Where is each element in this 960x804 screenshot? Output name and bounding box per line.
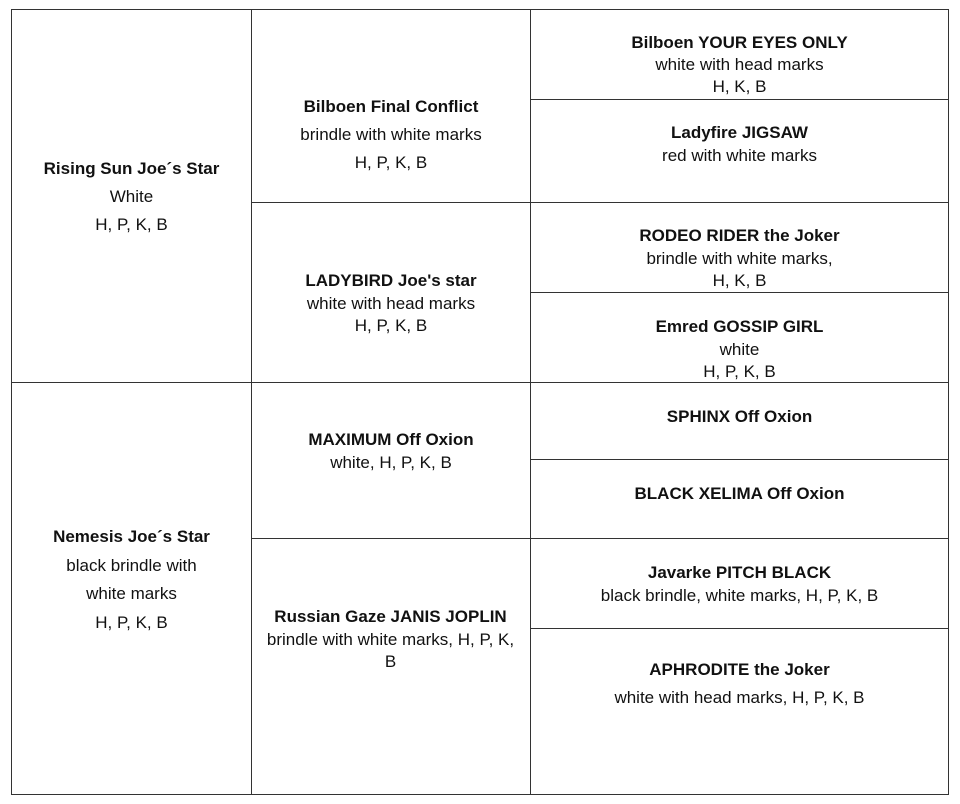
- parent-detail: White: [109, 187, 154, 206]
- grandparent-detail: H, P, K, B: [354, 316, 428, 335]
- grandparent-name: Russian Gaze JANIS JOPLIN: [274, 607, 507, 626]
- great-grandparent-detail: white: [719, 339, 760, 359]
- great-grandparent-detail: white with head marks, H, P, K, B: [614, 688, 865, 707]
- parent-name: Rising Sun Joe´s Star: [43, 159, 220, 178]
- grandparent-detail: H, P, K, B: [354, 153, 428, 172]
- great-grandparent-name: SPHINX Off Oxion: [666, 407, 813, 426]
- table-border-right: [948, 9, 949, 795]
- great-grandparent-detail: red with white marks: [662, 146, 817, 165]
- grandparent-cell: [252, 270, 530, 338]
- parent-detail: H, P, K, B: [95, 612, 168, 632]
- parent-detail: white marks: [86, 584, 177, 603]
- table-border-bottom: [11, 794, 949, 795]
- great-grandparent-cell: [531, 225, 948, 293]
- great-grandparent-detail: white with head marks: [655, 55, 824, 74]
- great-grandparent-detail: H, K, B: [712, 77, 767, 96]
- grandparent-detail: white with head marks: [306, 293, 476, 313]
- great-grandparent-detail: black brindle, white marks, H, P, K, B: [600, 586, 879, 605]
- great-grandparent-detail: H, P, K, B: [703, 362, 776, 381]
- great-grandparent-cell: [531, 316, 948, 384]
- great-grandparent-detail: H, K, B: [712, 271, 767, 290]
- grandparent-detail: brindle with white marks, H, P, K, B: [266, 629, 515, 671]
- grandparent-detail: brindle with white marks: [300, 125, 482, 144]
- grandparent-name: MAXIMUM Off Oxion: [308, 430, 474, 449]
- great-grandparent-detail: brindle with white marks,: [646, 248, 833, 268]
- table-divider-gp3: [251, 538, 949, 539]
- great-grandparent-name: Ladyfire JIGSAW: [671, 123, 808, 142]
- table-divider-ggp1: [530, 99, 949, 100]
- table-divider-ggp7: [530, 628, 949, 629]
- table-divider-gp1: [251, 202, 949, 203]
- grandparent-cell: [252, 428, 530, 474]
- great-grandparent-name: RODEO RIDER the Joker: [639, 226, 840, 245]
- great-grandparent-name: BLACK XELIMA Off Oxion: [634, 484, 845, 503]
- great-grandparent-name: Emred GOSSIP GIRL: [655, 317, 824, 336]
- grandparent-cell: [264, 606, 517, 674]
- table-divider-ggp5: [530, 459, 949, 460]
- great-grandparent-name: Bilboen YOUR EYES ONLY: [631, 33, 848, 52]
- great-grandparent-cell: [531, 482, 948, 505]
- parent-sire-cell: [12, 155, 251, 239]
- great-grandparent-cell: [531, 405, 948, 428]
- parent-detail: black brindle with: [66, 555, 197, 575]
- great-grandparent-cell: [531, 121, 948, 167]
- parent-detail: H, P, K, B: [95, 215, 168, 234]
- parent-name: Nemesis Joe´s Star: [53, 527, 210, 546]
- parent-dam-cell: [12, 523, 251, 637]
- great-grandparent-cell: [531, 32, 948, 98]
- table-border-top: [11, 9, 949, 10]
- great-grandparent-name: Javarke PITCH BLACK: [647, 563, 832, 582]
- great-grandparent-cell: [531, 656, 948, 712]
- grandparent-name: LADYBIRD Joe's star: [305, 271, 477, 290]
- great-grandparent-name: APHRODITE the Joker: [649, 660, 830, 679]
- table-border-left: [11, 9, 12, 795]
- great-grandparent-cell: [531, 561, 948, 607]
- grandparent-name: Bilboen Final Conflict: [303, 97, 479, 116]
- grandparent-cell: [252, 93, 530, 177]
- grandparent-detail: white, H, P, K, B: [330, 453, 452, 472]
